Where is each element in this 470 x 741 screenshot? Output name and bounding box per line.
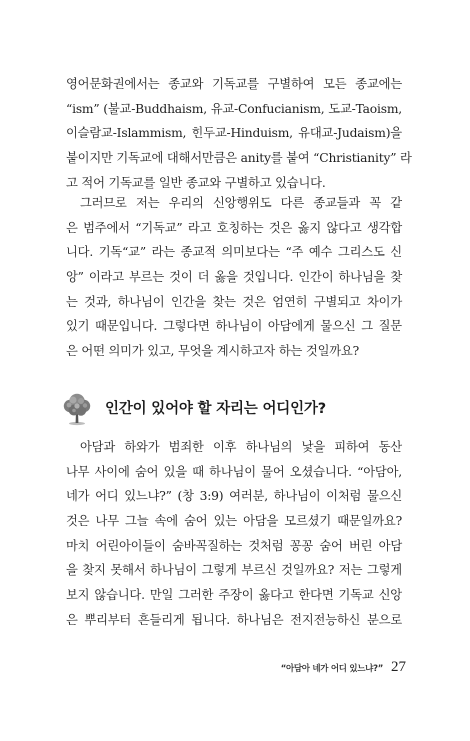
tree-icon: [60, 392, 94, 426]
text-line: 고 적어 기독교를 일반 종교와 구별하고 있습니다.: [66, 175, 326, 190]
section-heading: [60, 392, 420, 424]
text-line: 아담과 하와가 범죄한 이후 하나님의 낯을 피하여 동산: [80, 440, 402, 454]
paragraph: [66, 435, 402, 633]
page-number: 27: [391, 659, 406, 675]
text-line: “ism” (불교-Buddhaism, 유교-Confucianism, 도교-Taoism,: [66, 101, 402, 116]
running-head: “아담아 네가 어디 있느냐?”: [280, 664, 383, 674]
page-footer: [281, 659, 406, 676]
text-line: 을 찾지 못해서 하나님이 그렇게 부르신 것일까요? 저는 그렇게: [66, 563, 402, 578]
text-line: 그러므로 저는 우리의 신앙행위도 다른 종교들과 꼭 같: [80, 196, 402, 210]
text-line: 나무 사이에 숨어 있을 때 하나님이 물어 오셨습니다. “아담아,: [66, 464, 402, 479]
text-line: 은 어떤 의미가 있고, 무엇을 계시하고자 하는 것일까요?: [66, 344, 359, 359]
text-line: 는 것과, 하나님이 인간을 찾는 것은 엄연히 구별되고 차이가: [66, 294, 402, 309]
paragraph: [66, 191, 402, 364]
text-line: 영어문화권에서는 종교와 기독교를 구별하여 모든 종교에는: [66, 77, 402, 91]
text-line: 네가 어디 있느냐?” (창 3:9) 여러분, 하나님이 이처럼 물으신: [66, 489, 402, 504]
text-line: 있기 때문입니다. 그렇다면 하나님이 아담에게 물으신 그 질문: [66, 319, 402, 334]
paragraph: [66, 72, 412, 195]
text-line: 은 뿌리부터 흔들리게 됩니다. 하나님은 전지전능하신 분으로: [66, 612, 402, 627]
section-title: 인간이 있어야 할 자리는 어디인가?: [105, 401, 326, 417]
text-line: 이슬람교-Islammism, 힌두교-Hinduism, 유대교-Judaism)을: [66, 126, 402, 141]
text-line: 앙” 이라고 부르는 것이 더 옳을 것입니다. 인간이 하나님을 찾: [66, 270, 402, 285]
text-line: 마치 어린아이들이 숨바꼭질하는 것처럼 꽁꽁 숨어 버린 아담: [66, 538, 402, 553]
text-line: 니다. 기독“교” 라는 종교적 의미보다는 “주 예수 그리스도 신: [66, 245, 402, 260]
text-line: 것은 나무 그늘 속에 숨어 있는 아담을 모르셨기 때문일까요?: [66, 514, 402, 529]
text-line: 은 범주에서 “기독교” 라고 호칭하는 것은 옳지 않다고 생각합: [66, 220, 402, 235]
text-line: 보지 않습니다. 만일 그러한 주장이 옳다고 한다면 기독교 신앙: [66, 588, 402, 603]
text-line: 붙이지만 기독교에 대해서만큼은 anity를 붙여 “Christianity” 라: [66, 151, 412, 166]
